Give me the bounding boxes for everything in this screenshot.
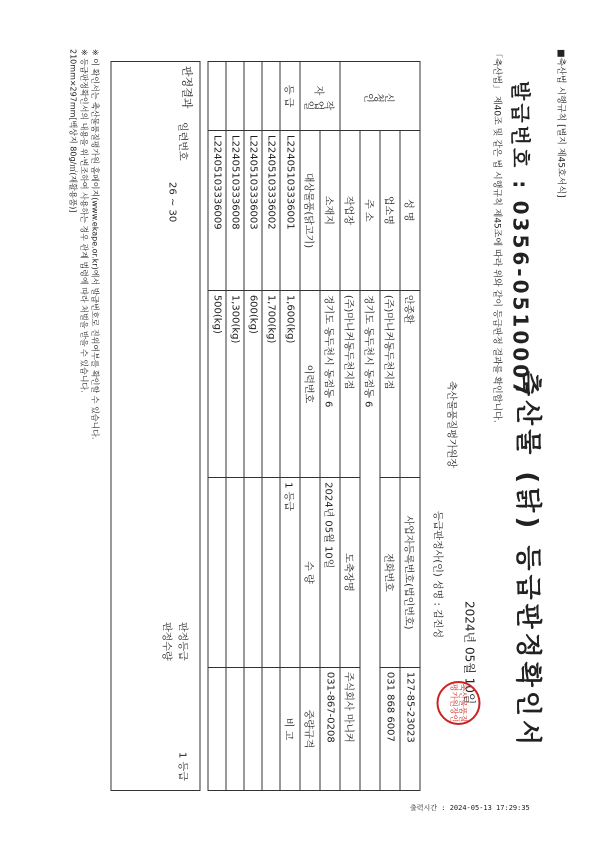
serial-label: 일련번호 xyxy=(176,122,187,161)
table-row xyxy=(208,62,226,791)
document-title: 축산물 (닭) 등급판정확인서 xyxy=(512,371,542,750)
col-qty-header: 수 량 xyxy=(300,478,320,668)
official xyxy=(431,511,446,638)
seal-text: 축산물품질평가원장인 xyxy=(449,683,467,723)
biz-value: (주)마니커동두천지점 xyxy=(380,290,400,477)
col-id-header: 이력번호 xyxy=(300,290,320,477)
work-date-value: 2024년 05월 10일 xyxy=(320,478,340,668)
col-spec-header: 중량규격 xyxy=(300,667,320,790)
name-value: 안종환 xyxy=(400,290,420,477)
hall-label: 도축장명 xyxy=(340,478,360,668)
address-label: 주 소 xyxy=(360,131,380,291)
row-qty: 600(kg) xyxy=(244,290,262,477)
footnote: ※ 등급판정확인서의 내용을 위·변조하여 사용하는 경우 관계 법령에 따라 처벌을 받을 수 있습니다. xyxy=(79,49,88,393)
phone-value: 031 868 6007 xyxy=(380,667,400,790)
biz-label: 업소명 xyxy=(380,131,400,291)
cert-no-label: 발급번호 : xyxy=(508,81,532,192)
certificate-number xyxy=(507,81,536,398)
issuer: 축산물품질평가원장 xyxy=(445,381,456,468)
row-id: L22405103336009 xyxy=(208,131,226,291)
work-section-label: 작업일자 xyxy=(300,62,340,131)
col-grade-header: 등 급 xyxy=(280,62,300,131)
rotated-certificate xyxy=(25,41,570,801)
loc-label: 소재지 xyxy=(320,131,340,291)
table-row xyxy=(244,62,262,791)
plant-value: (주)마니커동두천지점 xyxy=(340,290,360,477)
footnote: ※ 이 확인서는 축산물품질평가원 홈페이지(www.ekape.or.kr)에서 발급번호로 진위여부를 확인할 수 있습니다. xyxy=(90,49,99,440)
table-row xyxy=(262,62,280,791)
address-value: 경기도 동두천시 동점동 6 xyxy=(360,290,380,790)
official-seal-icon xyxy=(436,681,480,725)
grading-result-box xyxy=(110,61,200,791)
grading-label: 판정결과 xyxy=(180,66,193,109)
row-grade: 1 등급 xyxy=(280,478,300,668)
name-label: 성 명 xyxy=(400,131,420,291)
count-label: 판정수량 xyxy=(160,622,171,661)
applicant-table xyxy=(207,61,420,791)
table-row xyxy=(226,62,244,791)
official-title: 등급판정사(인) xyxy=(431,511,442,577)
row-id: L22405103336003 xyxy=(244,131,262,291)
footnotes xyxy=(67,49,100,789)
issue-date: 2024년 05월 10일 xyxy=(462,601,476,705)
cert-no-value: 0356-0510007 xyxy=(508,200,532,398)
biz-no-label: 사업자등록번호(법인번호) xyxy=(400,478,420,668)
serial-range: 26 ~ 30 xyxy=(166,182,177,223)
row-id: L22405103336001 xyxy=(280,131,300,291)
intro-text: 「축산법」 제40조 및 같은 법 시행규칙 제45조에 따라 위와 같이 등급판정 결과를 확인합니다. xyxy=(491,49,501,423)
row-id: L22405103336002 xyxy=(262,131,280,291)
loc-value: 경기도 동두천시 동점동 6 xyxy=(320,290,340,477)
applicant-section-label: 신청인 xyxy=(340,62,420,131)
row-qty: 1,300(kg) xyxy=(226,290,244,477)
regulation-note: ■축산법 시행규칙 [별지 제45호서식] xyxy=(555,49,565,198)
biz-no-value: 127-85-23023 xyxy=(400,667,420,790)
tel-value: 031-867-0208 xyxy=(320,667,340,790)
grade-label: 판정등급 xyxy=(176,622,187,661)
plant-label: 작업장 xyxy=(340,131,360,291)
row-qty: 1,700(kg) xyxy=(262,290,280,477)
phone-label: 전화번호 xyxy=(380,478,400,668)
grade-result: 1 등급 xyxy=(176,752,187,781)
col-note-header: 비 고 xyxy=(280,667,300,790)
row-qty: 500(kg) xyxy=(208,290,226,477)
hall-value: 주식회사 마니커 xyxy=(340,667,360,790)
items-section-label: 대상물품(닭고기) xyxy=(300,131,320,291)
print-timestamp: 출력시간 : 2024-05-13 17:29:35 xyxy=(410,804,530,812)
footnote: 210mm×297mm[백상지 80g/㎡(재활용품)] xyxy=(68,49,77,213)
table-row xyxy=(280,62,300,791)
row-qty: 1,600(kg) xyxy=(280,290,300,477)
official-name: 성명 : 김진성 xyxy=(431,579,442,638)
row-id: L22405103336008 xyxy=(226,131,244,291)
